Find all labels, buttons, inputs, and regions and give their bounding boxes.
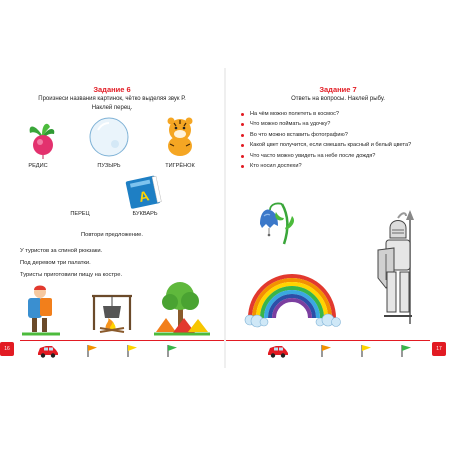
caption-radish: РЕДИС [28, 163, 48, 169]
abc-book-letter: А [137, 187, 151, 205]
caption-pepper: ПЕРЕЦ [70, 211, 90, 217]
question-item [240, 111, 440, 118]
question-text: Кто носил доспехи? [250, 163, 302, 170]
task-7-title: Задание 7 [319, 85, 357, 94]
footer-line-right [226, 340, 430, 341]
workbook-spread [0, 68, 450, 368]
tourist-backpack-icon [16, 280, 66, 336]
task-6-instruction [0, 95, 224, 112]
flag-yellow-icon [360, 344, 372, 358]
question-text: На чём можно полететь в космос? [250, 111, 339, 117]
bullet-icon [241, 155, 244, 158]
bullet-icon [241, 134, 244, 137]
bubble-icon [88, 116, 130, 158]
question-item [240, 132, 440, 139]
question-text: Какой цвет получится, если смешать красный и белый цвета? [250, 142, 412, 149]
task-6-instruction-line1: Произнеси названия картинок, чётко выделяя звук Р. [38, 96, 186, 102]
question-item [240, 163, 440, 170]
radish-icon [24, 119, 60, 159]
left-page [0, 68, 224, 368]
campfire-pot-icon [86, 286, 138, 336]
car-icon [266, 344, 290, 358]
bullet-icon [241, 165, 244, 168]
question-item [240, 153, 440, 160]
repeat-sentence-label: Повтори предложение. [80, 232, 144, 238]
flag-green-icon [166, 344, 178, 358]
bullet-icon [241, 144, 244, 147]
flag-orange-icon [86, 344, 98, 358]
question-item [240, 142, 440, 149]
flag-green-icon [400, 344, 412, 358]
tents-tree-icon [154, 278, 210, 336]
tiger-icon [160, 114, 200, 158]
questions-list [240, 111, 440, 174]
task-7-instruction: Ответь на вопросы. Наклей рыбу. [291, 96, 385, 102]
question-text: Что часто можно увидеть на небе после дождя? [250, 152, 376, 159]
knight-armor-icon [376, 208, 436, 326]
bullet-icon [241, 123, 244, 126]
question-text: Во что можно вставить фотографию? [250, 131, 348, 138]
sentence-1: У туристов за спиной рюкзаки. [20, 248, 103, 254]
abc-book-icon [122, 174, 166, 210]
rainbow-icon [242, 266, 342, 330]
page-number-right: 17 [432, 342, 446, 356]
footer-line-left [20, 340, 224, 341]
bellflower-icon [254, 194, 298, 246]
caption-abc-book: БУКВАРЬ [132, 211, 158, 217]
bullet-icon [241, 113, 244, 116]
right-page [226, 68, 450, 368]
caption-bubble: ПУЗЫРЬ [97, 163, 121, 169]
caption-tiger: ТИГРЁНОК [165, 163, 195, 169]
page-number-left: 16 [0, 342, 14, 356]
sentence-2: Под деревом три палатки. [20, 260, 91, 266]
flag-orange-icon [320, 344, 332, 358]
sentence-3: Туристы приготовили пищу на костре. [20, 272, 123, 278]
car-icon [36, 344, 60, 358]
question-text: Что можно поймать на удочку? [250, 121, 331, 128]
question-item [240, 121, 440, 128]
task-6-title: Задание 6 [93, 85, 131, 94]
task-6-instruction-line2: Наклей перец. [91, 104, 133, 111]
flag-yellow-icon [126, 344, 138, 358]
